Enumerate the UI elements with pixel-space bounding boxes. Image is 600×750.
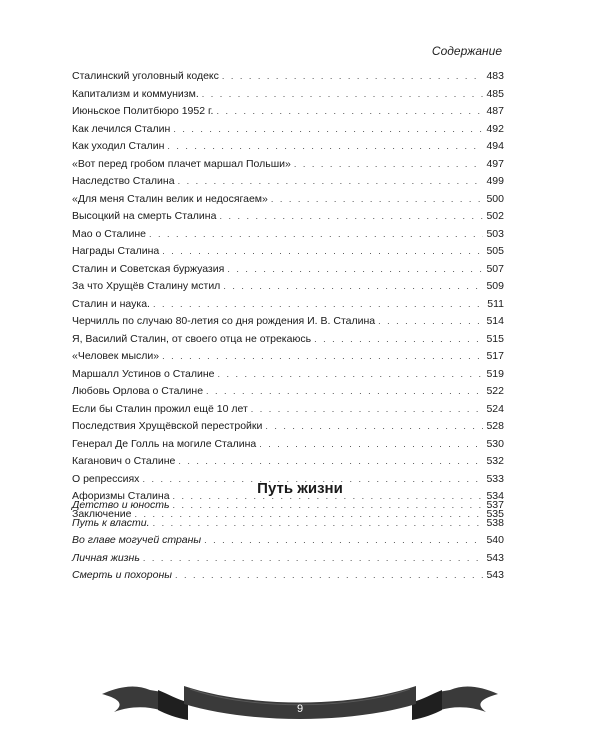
toc-entry[interactable]	[72, 453, 504, 471]
toc-entry-page: 533	[486, 472, 504, 485]
toc-entry-title: Капитализм и коммунизм.	[72, 87, 199, 100]
toc-entry-page: 514	[486, 315, 504, 327]
toc-entry-title: Афоризмы Сталина	[72, 490, 170, 502]
toc-leader-dots	[153, 515, 484, 533]
toc-entry-title: Сталин и наука.	[72, 297, 150, 310]
toc-entry-page: 483	[486, 70, 504, 82]
toc-entry[interactable]	[72, 401, 504, 419]
toc-entry-page: 543	[486, 569, 504, 581]
toc-leader-dots	[173, 497, 484, 515]
toc-entry[interactable]	[72, 383, 504, 401]
toc-entry-page: 505	[486, 245, 504, 257]
toc-entry-title: Если бы Сталин прожил ещё 10 лет	[72, 402, 248, 415]
toc-entry-page: 540	[486, 534, 504, 546]
toc-leader-dots	[202, 86, 484, 104]
toc-leader-dots	[143, 550, 484, 568]
toc-leader-dots	[153, 296, 484, 314]
toc-entry-title: «Вот перед гробом плачет маршал Польши»	[72, 157, 291, 170]
toc-entry[interactable]	[72, 121, 504, 139]
toc-entry-title: Личная жизнь	[72, 551, 140, 564]
toc-entry-title: Июньское Политбюро 1952 г.	[72, 105, 214, 117]
toc-entry-title: Наследство Сталина	[72, 175, 175, 187]
toc-entry[interactable]	[72, 68, 504, 86]
toc-entry-page: 534	[486, 490, 504, 502]
toc-entry-title: Заключение	[72, 507, 132, 520]
toc-leader-dots	[167, 138, 483, 156]
toc-entry[interactable]	[72, 278, 504, 296]
toc-entry-title: Высоцкий на смерть Сталина	[72, 210, 217, 222]
toc-entry-page: 515	[486, 332, 504, 345]
toc-entry-title: Сталинский уголовный кодекс	[72, 70, 219, 82]
toc-leader-dots	[378, 313, 483, 331]
toc-leader-dots	[294, 156, 484, 174]
toc-entry[interactable]	[72, 261, 504, 279]
toc-leader-dots	[271, 191, 484, 209]
toc-entry[interactable]	[72, 331, 504, 349]
toc-entry-title: Награды Сталина	[72, 245, 160, 257]
toc-leader-dots	[149, 226, 484, 244]
toc-leader-dots	[314, 331, 483, 349]
toc-entry[interactable]	[72, 173, 504, 191]
toc-entry[interactable]	[72, 138, 504, 156]
toc-entry[interactable]	[72, 497, 504, 515]
toc-entry-title: Как уходил Сталин	[72, 140, 165, 152]
toc-leader-dots	[222, 68, 484, 86]
toc-leader-dots	[216, 103, 483, 121]
toc-entry-page: 485	[486, 87, 504, 100]
toc-leader-dots	[178, 453, 483, 471]
toc-entry-title: Смерть и похороны	[72, 569, 172, 581]
toc-entry[interactable]	[72, 226, 504, 244]
running-header: Содержание	[431, 44, 502, 58]
toc-entry-title: Каганович о Сталине	[72, 455, 176, 467]
toc-entry-page: 532	[486, 455, 504, 467]
ribbon-banner-ornament	[100, 656, 500, 726]
toc-leader-dots	[204, 532, 483, 550]
toc-entry-title: Маршалл Устинов о Сталине	[72, 367, 215, 380]
toc-leader-dots	[223, 278, 483, 296]
toc-entry[interactable]	[72, 436, 504, 454]
toc-leader-dots	[162, 243, 483, 261]
toc-entry-page: 528	[486, 420, 504, 432]
section-toc-list	[72, 497, 504, 585]
toc-entry-title: О репрессиях	[72, 472, 140, 485]
toc-entry-title: Последствия Хрущёвской перестройки	[72, 420, 263, 432]
toc-leader-dots	[173, 121, 483, 139]
toc-leader-dots	[162, 348, 483, 366]
toc-entry-title: За что Хрущёв Сталину мстил	[72, 280, 221, 292]
toc-entry-page: 522	[486, 385, 504, 397]
toc-entry-title: «Человек мысли»	[72, 350, 160, 362]
toc-entry-title: Путь к власти.	[72, 516, 150, 529]
toc-entry[interactable]	[72, 366, 504, 384]
toc-entry-page: 487	[486, 105, 504, 117]
toc-leader-dots	[175, 567, 484, 585]
toc-entry-title: Как лечился Сталин	[72, 122, 171, 135]
toc-entry-page: 537	[486, 499, 504, 511]
toc-entry-page: 538	[486, 516, 504, 529]
toc-entry[interactable]	[72, 191, 504, 209]
toc-entry[interactable]	[72, 550, 504, 568]
toc-entry-page: 535	[486, 507, 504, 520]
toc-entry-page: 503	[486, 227, 504, 240]
toc-entry[interactable]	[72, 208, 504, 226]
toc-entry-title: Любовь Орлова о Сталине	[72, 385, 204, 397]
toc-leader-dots	[251, 401, 484, 419]
toc-entry-title: Сталин и Советская буржуазия	[72, 262, 225, 275]
toc-leader-dots	[218, 366, 484, 384]
toc-entry-page: 502	[486, 210, 504, 222]
toc-entry[interactable]	[72, 418, 504, 436]
toc-list	[72, 68, 504, 523]
toc-entry-page: 509	[486, 280, 504, 292]
toc-entry[interactable]	[72, 103, 504, 121]
toc-entry-page: 507	[486, 262, 504, 275]
toc-entry[interactable]	[72, 532, 504, 550]
page-number: 9	[296, 703, 304, 715]
toc-entry[interactable]	[72, 86, 504, 104]
toc-entry-page: 497	[486, 157, 504, 170]
toc-entry-page: 500	[486, 192, 504, 205]
toc-entry[interactable]	[72, 243, 504, 261]
toc-entry-title: «Для меня Сталин велик и недосягаем»	[72, 192, 268, 205]
toc-entry-title: Во главе могучей страны	[72, 534, 202, 546]
toc-entry[interactable]	[72, 348, 504, 366]
toc-entry[interactable]	[72, 515, 504, 533]
toc-entry-page: 519	[486, 367, 504, 380]
toc-entry-title: Я, Василий Сталин, от своего отца не отрекаюсь	[72, 332, 312, 345]
toc-leader-dots	[265, 418, 483, 436]
toc-entry-page: 492	[486, 122, 504, 135]
toc-entry-page: 517	[486, 350, 504, 362]
toc-leader-dots	[227, 261, 483, 279]
toc-leader-dots	[219, 208, 483, 226]
toc-entry-title: Детство и юность	[72, 499, 170, 511]
toc-entry-title: Генерал Де Голль на могиле Сталина	[72, 437, 257, 450]
toc-entry[interactable]	[72, 156, 504, 174]
toc-leader-dots	[259, 436, 483, 454]
toc-entry-page: 499	[486, 175, 504, 187]
toc-entry[interactable]	[72, 313, 504, 331]
toc-leader-dots	[206, 383, 483, 401]
toc-entry-page: 530	[486, 437, 504, 450]
toc-entry-page: 543	[486, 551, 504, 564]
toc-entry-page: 524	[486, 402, 504, 415]
section-heading: Путь жизни	[257, 480, 343, 497]
toc-entry-title: Черчилль по случаю 80-летия со дня рождения И. В. Сталина	[72, 315, 376, 327]
toc-entry-title: Мао о Сталине	[72, 227, 146, 240]
toc-entry-page: 494	[486, 140, 504, 152]
toc-entry[interactable]	[72, 567, 504, 585]
toc-entry[interactable]	[72, 296, 504, 314]
toc-leader-dots	[178, 173, 484, 191]
toc-entry-page: 511	[487, 297, 504, 310]
